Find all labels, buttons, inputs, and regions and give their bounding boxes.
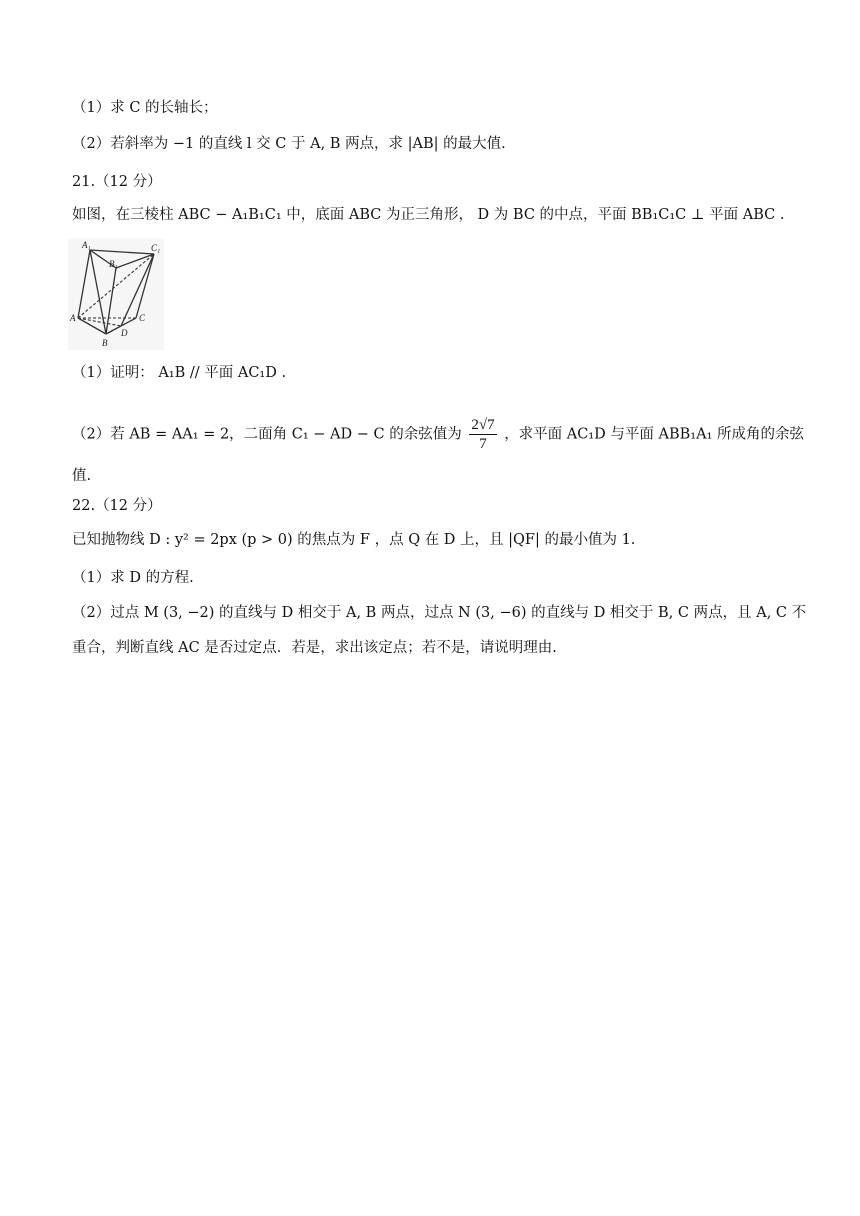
label-a: A: [70, 313, 76, 323]
fraction-denominator: 7: [479, 436, 487, 452]
cosine-fraction: [469, 416, 496, 453]
triangular-prism-figure: [68, 238, 164, 350]
q22-stem: 已知抛物线 D : y² = 2px (p > 0) 的焦点为 F ，点 Q 在 D 上，且 |QF| 的最小值为 1.: [72, 532, 636, 548]
label-c1: C₁: [151, 243, 161, 253]
q21-part2-continued: 值.: [72, 468, 92, 484]
q22-header: 22.（12 分）: [72, 498, 162, 514]
label-b1: B₁: [109, 259, 118, 269]
label-d: D: [121, 328, 128, 338]
q20-part1: （1）求 C 的长轴长；: [72, 100, 218, 116]
q22-part2-continued: 重合，判断直线 AC 是否过定点．若是，求出该定点；若不是，请说明理由.: [72, 640, 557, 656]
q21-part2-before: （2）若 AB = AA₁ = 2，二面角 C₁ − AD − C 的余弦值为: [72, 426, 462, 443]
label-a1: A₁: [82, 240, 91, 250]
q21-part2-after: ，求平面 AC₁D 与平面 ABB₁A₁ 所成角的余弦: [504, 426, 805, 443]
label-c: C: [139, 313, 146, 323]
q21-stem: 如图，在三棱柱 ABC − A₁B₁C₁ 中，底面 ABC 为正三角形， D 为 BC 的中点，平面 BB₁C₁C ⊥ 平面 ABC .: [72, 207, 785, 223]
q21-part1: （1）证明： A₁B // 平面 AC₁D .: [72, 365, 287, 381]
q21-header: 21.（12 分）: [72, 174, 162, 190]
fraction-numerator: 2√7: [471, 417, 495, 433]
q22-part1: （1）求 D 的方程.: [72, 570, 194, 586]
q22-part2: （2）过点 M (3, −2) 的直线与 D 相交于 A, B 两点，过点 N (3, −6) 的直线与 D 相交于 B, C 两点，且 A, C 不: [72, 605, 807, 621]
q21-part2: [72, 416, 805, 453]
q20-part2: （2）若斜率为 −1 的直线 l 交 C 于 A, B 两点，求 |AB| 的最大值.: [72, 136, 506, 152]
label-b: B: [102, 338, 108, 348]
